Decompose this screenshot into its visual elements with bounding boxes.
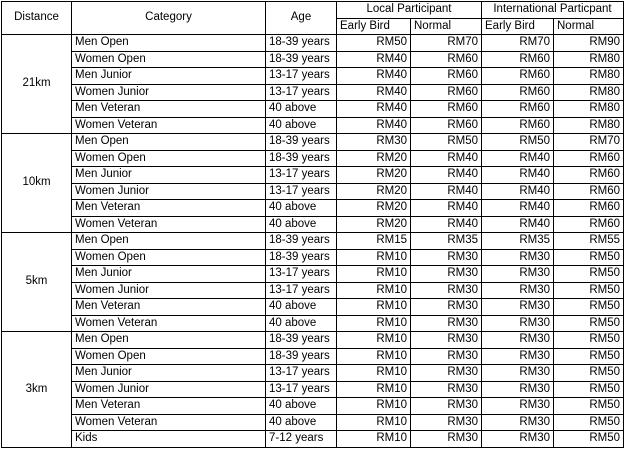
table-row (2, 365, 624, 382)
intl-early-bird-price: RM50 (482, 134, 554, 151)
local-normal-price: RM30 (411, 282, 482, 299)
local-early-bird-price: RM10 (337, 282, 411, 299)
category-cell: Women Veteran (72, 315, 266, 332)
local-normal-price: RM30 (411, 332, 482, 349)
distance-cell: 21km (2, 35, 72, 134)
local-normal-price: RM30 (411, 365, 482, 382)
intl-normal-price: RM50 (554, 365, 624, 382)
category-cell: Men Veteran (72, 398, 266, 415)
age-cell: 40 above (266, 216, 337, 233)
local-early-bird-price: RM15 (337, 233, 411, 250)
header-category: Category (72, 2, 266, 35)
local-normal-price: RM40 (411, 183, 482, 200)
local-early-bird-price: RM10 (337, 249, 411, 266)
intl-early-bird-price: RM40 (482, 216, 554, 233)
local-normal-price: RM60 (411, 51, 482, 68)
local-normal-price: RM30 (411, 299, 482, 316)
table-row (2, 117, 624, 134)
intl-normal-price: RM60 (554, 216, 624, 233)
local-normal-price: RM60 (411, 117, 482, 134)
table-row (2, 183, 624, 200)
intl-normal-price: RM50 (554, 431, 624, 448)
intl-normal-price: RM50 (554, 266, 624, 283)
table-row (2, 414, 624, 431)
intl-early-bird-price: RM60 (482, 101, 554, 118)
local-early-bird-price: RM10 (337, 431, 411, 448)
category-cell: Women Open (72, 150, 266, 167)
distance-cell: 5km (2, 233, 72, 332)
category-cell: Men Open (72, 233, 266, 250)
local-early-bird-price: RM10 (337, 414, 411, 431)
table-row (2, 233, 624, 250)
table-row (2, 348, 624, 365)
intl-early-bird-price: RM60 (482, 68, 554, 85)
header-intl-normal: Normal (554, 18, 624, 35)
table-row (2, 266, 624, 283)
intl-normal-price: RM60 (554, 150, 624, 167)
local-normal-price: RM40 (411, 200, 482, 217)
distance-cell: 10km (2, 134, 72, 233)
local-normal-price: RM40 (411, 216, 482, 233)
category-cell: Women Veteran (72, 414, 266, 431)
intl-normal-price: RM50 (554, 332, 624, 349)
intl-normal-price: RM60 (554, 167, 624, 184)
category-cell: Women Open (72, 348, 266, 365)
age-cell: 13-17 years (266, 266, 337, 283)
age-cell: 18-39 years (266, 233, 337, 250)
local-normal-price: RM60 (411, 84, 482, 101)
intl-normal-price: RM80 (554, 101, 624, 118)
local-early-bird-price: RM40 (337, 84, 411, 101)
intl-early-bird-price: RM30 (482, 348, 554, 365)
local-normal-price: RM50 (411, 134, 482, 151)
age-cell: 18-39 years (266, 35, 337, 52)
intl-early-bird-price: RM60 (482, 51, 554, 68)
category-cell: Women Junior (72, 183, 266, 200)
intl-early-bird-price: RM30 (482, 299, 554, 316)
category-cell: Women Junior (72, 282, 266, 299)
intl-early-bird-price: RM30 (482, 431, 554, 448)
local-early-bird-price: RM20 (337, 216, 411, 233)
table-row (2, 332, 624, 349)
intl-normal-price: RM70 (554, 134, 624, 151)
intl-normal-price: RM50 (554, 315, 624, 332)
intl-early-bird-price: RM70 (482, 35, 554, 52)
intl-early-bird-price: RM30 (482, 266, 554, 283)
category-cell: Men Junior (72, 68, 266, 85)
local-early-bird-price: RM30 (337, 134, 411, 151)
age-cell: 40 above (266, 200, 337, 217)
intl-early-bird-price: RM30 (482, 282, 554, 299)
header-local-normal: Normal (411, 18, 482, 35)
intl-early-bird-price: RM30 (482, 398, 554, 415)
category-cell: Women Open (72, 249, 266, 266)
category-cell: Kids (72, 431, 266, 448)
local-normal-price: RM30 (411, 348, 482, 365)
category-cell: Men Junior (72, 167, 266, 184)
category-cell: Men Veteran (72, 200, 266, 217)
intl-normal-price: RM60 (554, 200, 624, 217)
local-early-bird-price: RM40 (337, 68, 411, 85)
category-cell: Men Open (72, 35, 266, 52)
table-row (2, 299, 624, 316)
age-cell: 40 above (266, 299, 337, 316)
category-cell: Women Junior (72, 381, 266, 398)
age-cell: 40 above (266, 414, 337, 431)
local-normal-price: RM30 (411, 381, 482, 398)
age-cell: 40 above (266, 315, 337, 332)
table-row (2, 68, 624, 85)
local-early-bird-price: RM20 (337, 183, 411, 200)
table-row (2, 101, 624, 118)
category-cell: Women Junior (72, 84, 266, 101)
intl-normal-price: RM50 (554, 249, 624, 266)
intl-normal-price: RM80 (554, 51, 624, 68)
intl-early-bird-price: RM40 (482, 183, 554, 200)
intl-early-bird-price: RM40 (482, 200, 554, 217)
category-cell: Men Open (72, 332, 266, 349)
local-normal-price: RM30 (411, 431, 482, 448)
local-early-bird-price: RM10 (337, 365, 411, 382)
header-row-1 (2, 2, 624, 19)
intl-early-bird-price: RM30 (482, 249, 554, 266)
age-cell: 40 above (266, 117, 337, 134)
local-early-bird-price: RM10 (337, 266, 411, 283)
local-early-bird-price: RM40 (337, 101, 411, 118)
age-cell: 13-17 years (266, 365, 337, 382)
intl-normal-price: RM50 (554, 299, 624, 316)
age-cell: 18-39 years (266, 51, 337, 68)
age-cell: 13-17 years (266, 282, 337, 299)
header-distance: Distance (2, 2, 72, 35)
intl-normal-price: RM90 (554, 35, 624, 52)
intl-normal-price: RM50 (554, 414, 624, 431)
table-row (2, 431, 624, 448)
age-cell: 13-17 years (266, 84, 337, 101)
age-cell: 13-17 years (266, 381, 337, 398)
local-normal-price: RM60 (411, 101, 482, 118)
table-row (2, 84, 624, 101)
age-cell: 40 above (266, 398, 337, 415)
table-row (2, 282, 624, 299)
table-row (2, 216, 624, 233)
local-normal-price: RM30 (411, 315, 482, 332)
category-cell: Men Open (72, 134, 266, 151)
header-age: Age (266, 2, 337, 35)
intl-normal-price: RM60 (554, 183, 624, 200)
intl-early-bird-price: RM35 (482, 233, 554, 250)
age-cell: 13-17 years (266, 68, 337, 85)
local-normal-price: RM30 (411, 249, 482, 266)
header-local-early-bird: Early Bird (337, 18, 411, 35)
table-row (2, 315, 624, 332)
distance-cell: 3km (2, 332, 72, 448)
local-normal-price: RM30 (411, 266, 482, 283)
local-early-bird-price: RM20 (337, 150, 411, 167)
intl-early-bird-price: RM60 (482, 84, 554, 101)
local-early-bird-price: RM40 (337, 117, 411, 134)
intl-normal-price: RM50 (554, 398, 624, 415)
intl-early-bird-price: RM40 (482, 167, 554, 184)
table-row (2, 381, 624, 398)
category-cell: Men Junior (72, 266, 266, 283)
age-cell: 18-39 years (266, 348, 337, 365)
intl-early-bird-price: RM60 (482, 117, 554, 134)
local-early-bird-price: RM20 (337, 200, 411, 217)
intl-early-bird-price: RM30 (482, 315, 554, 332)
local-early-bird-price: RM10 (337, 398, 411, 415)
age-cell: 18-39 years (266, 150, 337, 167)
header-local-participant: Local Participant (337, 2, 482, 19)
local-normal-price: RM60 (411, 68, 482, 85)
header-international-participant: International Particpant (482, 2, 624, 19)
local-normal-price: RM70 (411, 35, 482, 52)
local-early-bird-price: RM40 (337, 51, 411, 68)
local-normal-price: RM40 (411, 167, 482, 184)
intl-normal-price: RM55 (554, 233, 624, 250)
local-early-bird-price: RM10 (337, 348, 411, 365)
table-row (2, 150, 624, 167)
local-normal-price: RM40 (411, 150, 482, 167)
category-cell: Men Veteran (72, 299, 266, 316)
local-normal-price: RM30 (411, 414, 482, 431)
age-cell: 7-12 years (266, 431, 337, 448)
intl-normal-price: RM50 (554, 348, 624, 365)
header-intl-early-bird: Early Bird (482, 18, 554, 35)
table-body (2, 35, 624, 448)
age-cell: 18-39 years (266, 332, 337, 349)
category-cell: Women Open (72, 51, 266, 68)
local-early-bird-price: RM10 (337, 332, 411, 349)
age-cell: 13-17 years (266, 167, 337, 184)
local-early-bird-price: RM10 (337, 315, 411, 332)
table-row (2, 200, 624, 217)
local-early-bird-price: RM10 (337, 299, 411, 316)
fee-table-container (1, 1, 624, 448)
local-early-bird-price: RM20 (337, 167, 411, 184)
table-row (2, 134, 624, 151)
local-normal-price: RM30 (411, 398, 482, 415)
fee-table (1, 1, 624, 448)
intl-early-bird-price: RM30 (482, 365, 554, 382)
intl-normal-price: RM50 (554, 282, 624, 299)
local-early-bird-price: RM50 (337, 35, 411, 52)
table-row (2, 167, 624, 184)
intl-early-bird-price: RM40 (482, 150, 554, 167)
table-row (2, 51, 624, 68)
table-row (2, 249, 624, 266)
local-early-bird-price: RM10 (337, 381, 411, 398)
age-cell: 40 above (266, 101, 337, 118)
intl-early-bird-price: RM30 (482, 414, 554, 431)
category-cell: Women Veteran (72, 117, 266, 134)
local-normal-price: RM35 (411, 233, 482, 250)
category-cell: Women Veteran (72, 216, 266, 233)
table-row (2, 398, 624, 415)
age-cell: 18-39 years (266, 134, 337, 151)
intl-early-bird-price: RM30 (482, 381, 554, 398)
intl-normal-price: RM80 (554, 84, 624, 101)
intl-early-bird-price: RM30 (482, 332, 554, 349)
age-cell: 13-17 years (266, 183, 337, 200)
intl-normal-price: RM80 (554, 68, 624, 85)
category-cell: Men Junior (72, 365, 266, 382)
intl-normal-price: RM50 (554, 381, 624, 398)
intl-normal-price: RM80 (554, 117, 624, 134)
table-row (2, 35, 624, 52)
age-cell: 18-39 years (266, 249, 337, 266)
category-cell: Men Veteran (72, 101, 266, 118)
